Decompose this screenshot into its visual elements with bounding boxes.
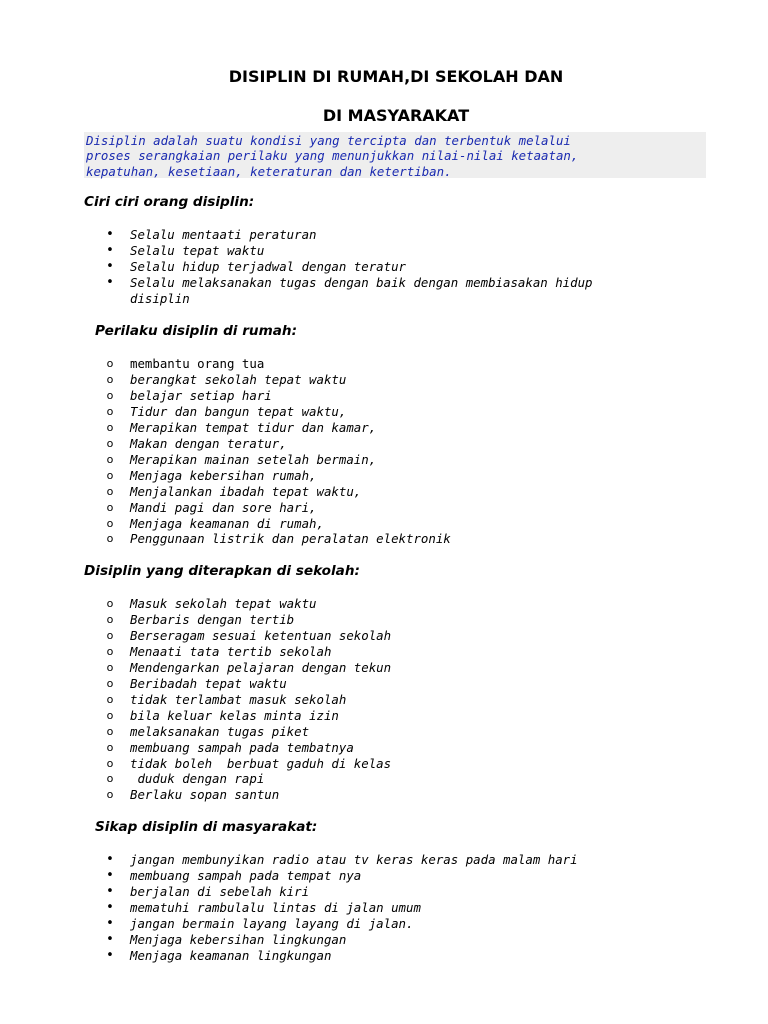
sekolah-item-text: Mendengarkan pelajaran dengan tekun bbox=[130, 659, 392, 675]
sekolah-list-item bbox=[104, 740, 391, 756]
rumah-item-text: Tidur dan bangun tepat waktu, bbox=[130, 403, 347, 419]
ciri-list-item bbox=[104, 227, 593, 243]
sekolah-item-text: bila keluar kelas minta izin bbox=[130, 707, 339, 723]
bullet-icon: • bbox=[106, 227, 114, 242]
circle-bullet-icon: o bbox=[106, 660, 114, 674]
intro-line: Disiplin adalah suatu kondisi yang tercipta dan terbentuk melalui bbox=[86, 133, 571, 148]
ciri-item-text: Selalu hidup terjadwal dengan teratur bbox=[130, 258, 407, 274]
masyarakat-list-item bbox=[104, 852, 578, 868]
circle-bullet-icon: o bbox=[106, 357, 114, 370]
rumah-list-item bbox=[104, 500, 451, 516]
sekolah-list-item bbox=[104, 787, 391, 803]
circle-bullet-icon: o bbox=[106, 388, 114, 402]
circle-bullet-icon: o bbox=[106, 532, 114, 546]
intro-line: kepatuhan, kesetiaan, keteraturan dan ketertiban. bbox=[86, 163, 452, 179]
masyarakat-item-text: Menjaga keamanan lingkungan bbox=[130, 947, 332, 963]
intro-line: proses serangkaian perilaku yang menunjukkan nilai-nilai ketaatan, bbox=[86, 148, 579, 164]
document-subtitle: DI MASYARAKAT bbox=[322, 106, 470, 125]
sekolah-list-item bbox=[104, 628, 391, 644]
circle-bullet-icon: o bbox=[106, 372, 114, 386]
sekolah-item-text: Berseragam sesuai ketentuan sekolah bbox=[130, 627, 392, 643]
rumah-list-item bbox=[104, 388, 451, 404]
circle-bullet-icon: o bbox=[106, 628, 114, 642]
rumah-item-text: berangkat sekolah tepat waktu bbox=[130, 371, 347, 387]
masyarakat-item-text: mematuhi rambulalu lintas di jalan umum bbox=[130, 899, 421, 915]
masyarakat-item-text: Menjaga kebersihan lingkungan bbox=[130, 931, 347, 947]
rumah-list-item bbox=[104, 531, 451, 547]
circle-bullet-icon: o bbox=[106, 500, 114, 514]
bullet-icon: • bbox=[106, 242, 114, 258]
sekolah-list-item bbox=[104, 660, 391, 676]
circle-bullet-icon: o bbox=[106, 756, 114, 770]
bullet-icon: • bbox=[106, 947, 114, 963]
list-sekolah bbox=[104, 596, 391, 803]
heading-rumah: Perilaku disiplin di rumah: bbox=[95, 323, 298, 339]
circle-bullet-icon: o bbox=[106, 708, 114, 722]
masyarakat-list-item bbox=[104, 932, 578, 948]
rumah-item-text: membantu orang tua bbox=[130, 356, 265, 371]
sekolah-list-item bbox=[104, 771, 391, 787]
ciri-list-item bbox=[104, 243, 593, 259]
sekolah-list-item bbox=[104, 596, 391, 612]
sekolah-list-item bbox=[104, 676, 391, 692]
sekolah-item-text: Berbaris dengan tertib bbox=[130, 611, 295, 627]
circle-bullet-icon: o bbox=[106, 772, 114, 786]
ciri-list-item bbox=[104, 259, 593, 275]
circle-bullet-icon: o bbox=[106, 788, 114, 802]
rumah-list-item bbox=[104, 516, 451, 532]
masyarakat-item-text: jangan membunyikan radio atau tv keras keras pada malam hari bbox=[130, 852, 578, 867]
sekolah-item-text: Menaati tata tertib sekolah bbox=[130, 643, 332, 659]
document-title: DISIPLIN DI RUMAH,DI SEKOLAH DAN bbox=[228, 67, 564, 86]
bullet-icon: • bbox=[106, 852, 114, 867]
bullet-icon: • bbox=[106, 258, 114, 274]
circle-bullet-icon: o bbox=[106, 436, 114, 450]
rumah-list-item bbox=[104, 404, 451, 420]
sekolah-item-text: Berlaku sopan santun bbox=[130, 787, 280, 803]
sekolah-list-item bbox=[104, 724, 391, 740]
rumah-item-text: belajar setiap hari bbox=[130, 387, 272, 403]
sekolah-list-item bbox=[104, 644, 391, 660]
ciri-item-text: Selalu tepat waktu bbox=[130, 242, 265, 258]
rumah-item-text: Mandi pagi dan sore hari, bbox=[130, 499, 317, 515]
sekolah-item-text: melaksanakan tugas piket bbox=[130, 723, 310, 739]
circle-bullet-icon: o bbox=[106, 692, 114, 706]
masyarakat-list-item bbox=[104, 868, 578, 884]
list-ciri bbox=[104, 227, 593, 307]
ciri-list-item bbox=[104, 275, 593, 307]
circle-bullet-icon: o bbox=[106, 452, 114, 466]
bullet-icon: • bbox=[106, 867, 114, 883]
rumah-list-item bbox=[104, 436, 451, 452]
rumah-list-item bbox=[104, 484, 451, 500]
masyarakat-item-text: berjalan di sebelah kiri bbox=[130, 883, 310, 899]
rumah-item-text: Penggunaan listrik dan peralatan elektronik bbox=[130, 531, 451, 547]
sekolah-list-item bbox=[104, 756, 391, 772]
circle-bullet-icon: o bbox=[106, 468, 114, 482]
rumah-item-text: Menjaga keamanan di rumah, bbox=[130, 515, 324, 531]
circle-bullet-icon: o bbox=[106, 724, 114, 738]
rumah-list-item bbox=[104, 452, 451, 468]
masyarakat-list-item bbox=[104, 900, 578, 916]
circle-bullet-icon: o bbox=[106, 484, 114, 498]
rumah-list-item bbox=[104, 372, 451, 388]
masyarakat-list-item bbox=[104, 948, 578, 964]
rumah-item-text: Merapikan tempat tidur dan kamar, bbox=[130, 419, 377, 435]
rumah-item-text: Menjalankan ibadah tepat waktu, bbox=[130, 483, 362, 499]
bullet-icon: • bbox=[106, 899, 114, 915]
masyarakat-item-text: jangan bermain layang layang di jalan. bbox=[130, 915, 414, 931]
circle-bullet-icon: o bbox=[106, 676, 114, 690]
circle-bullet-icon: o bbox=[106, 420, 114, 434]
circle-bullet-icon: o bbox=[106, 740, 114, 754]
sekolah-list-item bbox=[104, 612, 391, 628]
circle-bullet-icon: o bbox=[106, 597, 114, 610]
rumah-list-item bbox=[104, 420, 451, 436]
bullet-icon: • bbox=[106, 274, 114, 290]
ciri-item-text: Selalu mentaati peraturan bbox=[130, 227, 317, 242]
sekolah-item-text: tidak boleh berbuat gaduh di kelas bbox=[130, 755, 392, 771]
bullet-icon: • bbox=[106, 931, 114, 947]
bullet-icon: • bbox=[106, 915, 114, 931]
masyarakat-list-item bbox=[104, 884, 578, 900]
list-rumah bbox=[104, 356, 451, 547]
sekolah-item-text: duduk dengan rapi bbox=[130, 771, 265, 787]
rumah-item-text: Makan dengan teratur, bbox=[130, 435, 287, 451]
masyarakat-list-item bbox=[104, 916, 578, 932]
list-masyarakat bbox=[104, 852, 578, 964]
rumah-item-text: Merapikan mainan setelah bermain, bbox=[130, 451, 377, 467]
sekolah-item-text: Masuk sekolah tepat waktu bbox=[130, 596, 317, 611]
circle-bullet-icon: o bbox=[106, 644, 114, 658]
heading-ciri: Ciri ciri orang disiplin: bbox=[84, 194, 255, 210]
sekolah-list-item bbox=[104, 708, 391, 724]
circle-bullet-icon: o bbox=[106, 404, 114, 418]
heading-sekolah: Disiplin yang diterapkan di sekolah: bbox=[84, 563, 360, 579]
circle-bullet-icon: o bbox=[106, 516, 114, 530]
sekolah-item-text: Beribadah tepat waktu bbox=[130, 675, 287, 691]
sekolah-list-item bbox=[104, 692, 391, 708]
sekolah-item-text: membuang sampah pada tembatnya bbox=[130, 739, 354, 755]
ciri-item-text: Selalu melaksanakan tugas dengan baik dengan membiasakan hidup disiplin bbox=[130, 274, 593, 306]
rumah-list-item bbox=[104, 356, 451, 372]
bullet-icon: • bbox=[106, 883, 114, 899]
intro-paragraph bbox=[84, 132, 706, 178]
rumah-list-item bbox=[104, 468, 451, 484]
masyarakat-item-text: membuang sampah pada tempat nya bbox=[130, 867, 362, 883]
rumah-item-text: Menjaga kebersihan rumah, bbox=[130, 467, 317, 483]
circle-bullet-icon: o bbox=[106, 612, 114, 626]
heading-masyarakat: Sikap disiplin di masyarakat: bbox=[95, 819, 318, 835]
sekolah-item-text: tidak terlambat masuk sekolah bbox=[130, 691, 347, 707]
